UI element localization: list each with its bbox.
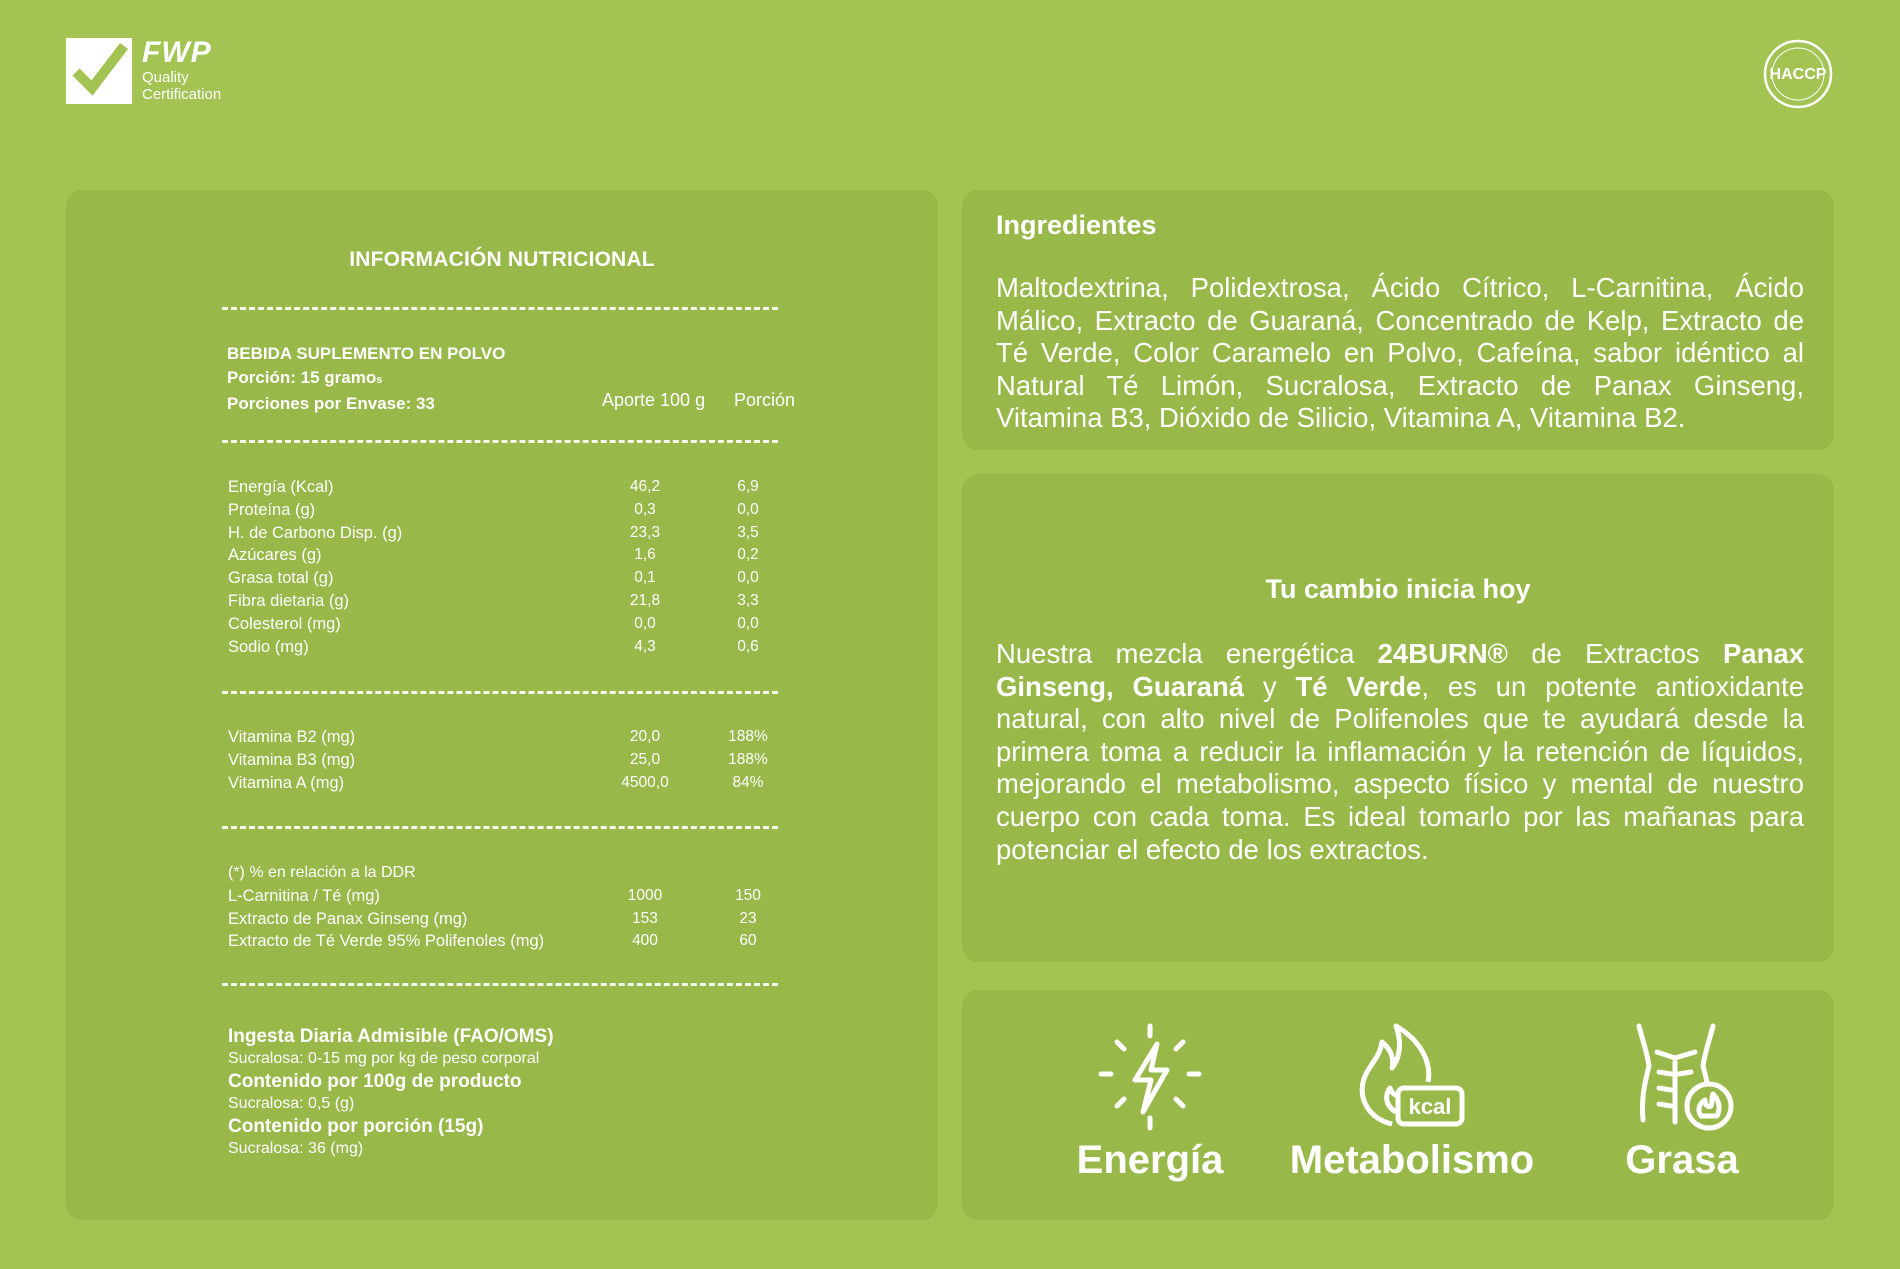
logo-title: FWP <box>142 36 212 69</box>
table-row <box>228 590 788 613</box>
nutrition-title: INFORMACIÓN NUTRICIONAL <box>349 248 655 271</box>
table-row <box>228 885 788 908</box>
checkmark-logo-icon <box>66 38 132 104</box>
divider <box>222 826 778 829</box>
aporte-value: 0,3 <box>634 500 656 518</box>
portion-suffix: s <box>376 374 383 386</box>
aporte-value: 1000 <box>627 886 663 904</box>
nutrient-name: Grasa total (g) <box>228 569 334 588</box>
nutrient-name: Azúcares (g) <box>228 546 322 565</box>
table-row <box>228 476 788 499</box>
nutrient-name: L-Carnitina / Té (mg) <box>228 886 380 905</box>
lightning-icon <box>1095 1022 1205 1132</box>
nutrient-name: Vitamina A (mg) <box>228 773 345 792</box>
ingredients-list: Maltodextrina, Polidextrosa, Ácido Cítrico, L-Carnitina, Ácido Málico, Extracto de Guaraná, Concentrado de Kelp, Extracto de Té Verde, Color Caramelo en Polvo, Cafeína, sabor idéntico al Natural Té Limón, Sucralosa, Extracto de Panax Ginseng, Vitamina B3, Dióxido de Silicio, Vitamina A, Vitamina B2. <box>996 272 1804 434</box>
content-100g-text: Sucralosa: 0,5 (g) <box>228 1095 355 1112</box>
logo-subtitle-1: Quality <box>142 69 189 86</box>
benefit-label: Metabolismo <box>1289 1138 1535 1182</box>
divider <box>222 983 778 986</box>
porcion-value: 0,2 <box>737 546 759 564</box>
benefit-label: Grasa <box>1625 1138 1739 1182</box>
extracts-table <box>228 862 788 953</box>
nutrient-name: Fibra dietaria (g) <box>228 591 350 610</box>
benefit-label: Energía <box>1076 1138 1224 1182</box>
aporte-value: 21,8 <box>629 591 661 609</box>
porcion-value: 60 <box>739 932 757 950</box>
promo-panel <box>962 474 1834 962</box>
benefit-metabolismo <box>1282 990 1542 1220</box>
porcion-value: 84% <box>732 773 764 791</box>
porcion-value: 0,0 <box>737 500 759 518</box>
promo-text-part: , es un potente antioxidante natural, con alto nivel de Polifenoles que te ayudará desde la primera toma a reducir la inflamación y la retención de líquidos, mejorando el metabolismo, aspecto físico y mental de nuestro cuerpo con cada toma. Es ideal tomarlo por las mañanas para potenciar el efecto de los extractos. <box>996 670 1804 865</box>
table-row <box>228 749 788 772</box>
fwp-logo <box>66 38 221 104</box>
porcion-value: 23 <box>739 909 757 927</box>
product-type: BEBIDA SUPLEMENTO EN POLVO <box>227 344 506 363</box>
table-row <box>228 772 788 795</box>
promo-text <box>996 638 1804 866</box>
nutrient-name: H. de Carbono Disp. (g) <box>228 523 403 542</box>
table-row <box>228 567 788 590</box>
ingredients-title: Ingredientes <box>996 210 1157 240</box>
sucralose-info <box>228 1025 788 1160</box>
haccp-badge-icon <box>1762 38 1834 110</box>
aporte-value: 400 <box>632 932 658 950</box>
servings-per-container: Porciones por Envase: 33 <box>227 394 435 413</box>
aporte-value: 153 <box>632 909 658 927</box>
aporte-value: 1,6 <box>634 546 656 564</box>
divider <box>222 691 778 694</box>
table-row <box>228 636 788 659</box>
table-row <box>228 613 788 636</box>
promo-text-part: Nuestra mezcla energética <box>996 638 1378 669</box>
ingesta-text: Sucralosa: 0-15 mg por kg de peso corporal <box>228 1050 540 1067</box>
porcion-value: 188% <box>728 728 768 745</box>
benefit-grasa <box>1602 990 1762 1220</box>
torso-burn-icon <box>1627 1022 1737 1132</box>
promo-text-part: y <box>1244 670 1296 702</box>
promo-extract-te: Té Verde <box>1295 670 1422 702</box>
porcion-value: 188% <box>728 750 768 768</box>
nutrient-name: Extracto de Panax Ginseng (mg) <box>228 909 468 928</box>
content-portion-text: Sucralosa: 36 (mg) <box>228 1140 364 1157</box>
table-row <box>228 522 788 545</box>
column-header-aporte: Aporte 100 g <box>602 390 706 410</box>
porcion-value: 0,0 <box>737 614 759 632</box>
vitamins-table <box>228 726 788 794</box>
promo-brand: 24BURN® <box>1377 638 1508 669</box>
haccp-badge-text: HACCP <box>1769 66 1827 83</box>
aporte-value: 46,2 <box>629 478 661 495</box>
nutrient-name: Colesterol (mg) <box>228 614 341 633</box>
kcal-icon-text: kcal <box>1408 1094 1452 1119</box>
nutrient-name: Proteína (g) <box>228 500 316 519</box>
portion-size <box>227 366 827 392</box>
aporte-value: 20,0 <box>629 728 661 745</box>
porcion-value: 0,6 <box>737 637 759 655</box>
logo-subtitle-2: Certification <box>142 86 222 103</box>
aporte-value: 0,0 <box>634 614 656 632</box>
aporte-value: 25,0 <box>629 750 661 768</box>
table-row <box>228 930 788 953</box>
macros-table <box>228 476 788 658</box>
promo-text-part: de Extractos <box>1507 638 1723 669</box>
table-row <box>228 908 788 931</box>
table-row <box>228 499 788 522</box>
nutrient-name: Energía (Kcal) <box>228 478 334 496</box>
nutrient-name: Vitamina B3 (mg) <box>228 750 356 769</box>
divider <box>222 440 778 443</box>
table-row <box>228 726 788 749</box>
nutrient-name: Vitamina B2 (mg) <box>228 728 356 746</box>
column-header-porcion: Porción <box>734 390 796 410</box>
nutrient-name: Sodio (mg) <box>228 637 309 656</box>
ingredients-panel <box>962 190 1834 450</box>
ingesta-heading: Ingesta Diaria Admisible (FAO/OMS) <box>228 1026 554 1047</box>
content-100g-heading: Contenido por 100g de producto <box>228 1071 522 1092</box>
nutrition-panel <box>66 190 938 1220</box>
nutrient-name: Extracto de Té Verde 95% Polifenoles (mg) <box>228 932 545 951</box>
content-portion-heading: Contenido por porción (15g) <box>228 1116 484 1137</box>
porcion-value: 0,0 <box>737 569 759 587</box>
porcion-value: 3,3 <box>737 591 759 609</box>
aporte-value: 0,1 <box>634 569 656 587</box>
aporte-value: 4500,0 <box>621 773 669 791</box>
promo-title: Tu cambio inicia hoy <box>1265 574 1531 604</box>
benefits-panel <box>962 990 1834 1220</box>
benefit-energia <box>1070 990 1230 1220</box>
porcion-value: 150 <box>735 886 761 904</box>
ddr-note: (*) % en relación a la DDR <box>228 864 416 881</box>
flame-kcal-icon <box>1352 1022 1472 1132</box>
promo-extracts: Panax Ginseng, Guaraná <box>996 638 1804 702</box>
porcion-value: 3,5 <box>737 523 759 541</box>
table-row <box>228 544 788 567</box>
aporte-value: 4,3 <box>634 637 656 655</box>
portion-text: Porción: 15 gramo <box>227 368 377 387</box>
divider <box>222 307 778 310</box>
porcion-value: 6,9 <box>737 478 759 495</box>
aporte-value: 23,3 <box>629 523 661 541</box>
